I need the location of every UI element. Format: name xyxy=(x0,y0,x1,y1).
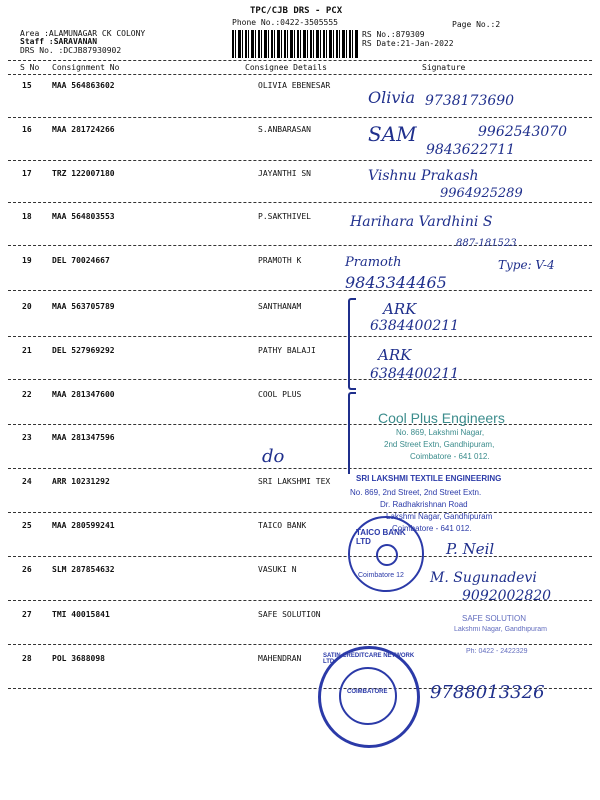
signature-olivia: Olivia xyxy=(368,88,416,107)
area-label: Area :ALAMUNAGAR CK COLONY xyxy=(20,29,146,38)
signature-harihara: Harihara Vardhini S xyxy=(350,214,493,230)
satin-seal-inner-ring xyxy=(339,667,397,725)
lakshmi-stamp-name: SRI LAKSHMI TEXTILE ENGINEERING xyxy=(356,474,502,483)
lakshmi-stamp-line: Coimbatore - 641 012. xyxy=(392,524,472,533)
handwritten-phone: 9964925289 xyxy=(440,186,523,201)
row-divider xyxy=(8,336,592,337)
signature-taico: P. Neil xyxy=(446,540,495,558)
row-consignment-no: POL 3688098 xyxy=(52,654,105,663)
phone-number: Phone No.:0422-3505555 xyxy=(232,18,338,27)
satin-seal-name: SATIN CREDITCARE NETWORK LTD. xyxy=(323,653,415,665)
row-consignment-no: MAA 281347600 xyxy=(52,390,115,399)
row-sno: 27 xyxy=(22,610,32,619)
column-consignment: Consignment No xyxy=(52,63,120,72)
coolplus-stamp-line: Coimbatore - 641 012. xyxy=(410,452,490,461)
handwritten-type: Type: V-4 xyxy=(498,258,555,272)
row-consignee: MAHENDRAN xyxy=(258,654,302,663)
handwritten-phone: 9092002820 xyxy=(462,588,552,604)
handwritten-bracket xyxy=(348,392,356,474)
coolplus-stamp-name: Cool Plus Engineers xyxy=(378,410,505,426)
safe-stamp-line: Lakshmi Nagar, Gandhipuram xyxy=(454,626,547,633)
staff-label: Staff :SARAVANAN xyxy=(20,37,98,46)
taico-seal-city: Coimbatore 12 xyxy=(358,572,404,579)
row-divider xyxy=(8,468,592,469)
row-consignee: JAYANTHI SN xyxy=(258,169,311,178)
handwritten-number: 887-181523 xyxy=(456,238,517,249)
handwritten-phone: 6384400211 xyxy=(370,318,460,334)
row-sno: 26 xyxy=(22,565,32,574)
handwritten-phone: 9962543070 xyxy=(478,124,568,140)
safe-stamp-line: Ph: 0422 - 2422329 xyxy=(466,648,528,655)
row-consignment-no: MAA 563705789 xyxy=(52,302,115,311)
row-consignment-no: SLM 287854632 xyxy=(52,565,115,574)
drs-number: DRS No. :DCJB87930902 xyxy=(20,46,122,55)
row-consignee: S.ANBARASAN xyxy=(258,125,311,134)
row-consignment-no: MAA 280599241 xyxy=(52,521,115,530)
row-consignment-no: MAA 564803553 xyxy=(52,212,115,221)
handwritten-phone: 9843622711 xyxy=(426,142,516,158)
row-sno: 20 xyxy=(22,302,32,311)
row-consignment-no: DEL 70024667 xyxy=(52,256,110,265)
row-sno: 23 xyxy=(22,433,32,442)
row-consignee: OLIVIA EBENESAR xyxy=(258,81,331,90)
column-divider xyxy=(8,74,592,75)
handwritten-phone: 6384400211 xyxy=(370,366,460,382)
page-number: Page No.:2 xyxy=(452,20,501,29)
row-sno: 19 xyxy=(22,256,32,265)
taico-seal-name: TAICO BANK LTD xyxy=(356,528,406,546)
column-sno: S No xyxy=(20,63,40,72)
lakshmi-stamp-line: Dr. Radhakrishnan Road xyxy=(380,500,468,509)
lakshmi-stamp-line: No. 869, 2nd Street, 2nd Street Extn. xyxy=(350,488,482,497)
row-consignee: SRI LAKSHMI TEX xyxy=(258,477,331,486)
row-divider xyxy=(8,556,592,557)
column-consignee: Consignee Details xyxy=(245,63,327,72)
taico-bank-seal xyxy=(348,516,424,592)
row-sno: 22 xyxy=(22,390,32,399)
row-divider xyxy=(8,512,592,513)
row-consignee: TAICO BANK xyxy=(258,521,307,530)
row-consignee: PATHY BALAJI xyxy=(258,346,316,355)
signature-ark: ARK xyxy=(383,300,417,318)
signature-pramoth: Pramoth xyxy=(345,255,402,270)
row-divider xyxy=(8,160,592,161)
row-divider xyxy=(8,644,592,645)
row-divider xyxy=(8,117,592,118)
row-sno: 17 xyxy=(22,169,32,178)
row-sno: 16 xyxy=(22,125,32,134)
table-row xyxy=(0,433,600,473)
handwritten-phone: 9788013326 xyxy=(430,682,545,703)
row-divider xyxy=(8,379,592,380)
row-consignee: SAFE SOLUTION xyxy=(258,610,321,619)
coolplus-stamp-line: 2nd Street Extn, Gandhipuram, xyxy=(384,440,495,449)
row-sno: 28 xyxy=(22,654,32,663)
row-sno: 18 xyxy=(22,212,32,221)
signature-ark: ARK xyxy=(378,346,412,364)
handwritten-bracket xyxy=(348,298,356,390)
handwritten-phone: 9738173690 xyxy=(425,93,515,109)
header-divider xyxy=(8,60,592,61)
row-consignment-no: ARR 10231292 xyxy=(52,477,110,486)
row-sno: 15 xyxy=(22,81,32,90)
signature-sam: SAM xyxy=(368,122,417,146)
satin-creditcare-seal xyxy=(318,646,420,748)
column-signature: Signature xyxy=(422,63,466,72)
row-sno: 21 xyxy=(22,346,32,355)
lakshmi-stamp-line: Lakshmi Nagar, Gandhipuram xyxy=(386,512,493,521)
barcode xyxy=(232,30,358,58)
coolplus-stamp-line: No. 869, Lakshmi Nagar, xyxy=(396,428,485,437)
rs-date: RS Date:21-Jan-2022 xyxy=(362,39,454,48)
row-sno: 24 xyxy=(22,477,32,486)
row-divider xyxy=(8,202,592,203)
handwritten-phone: 9843344465 xyxy=(345,273,447,292)
row-consignment-no: DEL 527969292 xyxy=(52,346,115,355)
satin-seal-city: COIMBATORE xyxy=(347,689,388,695)
sheet-title: TPC/CJB DRS - PCX xyxy=(250,6,343,16)
row-divider xyxy=(8,290,592,291)
row-sno: 25 xyxy=(22,521,32,530)
signature-vishnu: Vishnu Prakash xyxy=(368,168,479,184)
row-consignee: P.SAKTHIVEL xyxy=(258,212,311,221)
row-consignment-no: TRZ 122007180 xyxy=(52,169,115,178)
row-consignment-no: TMI 40015841 xyxy=(52,610,110,619)
row-consignment-no: MAA 281724266 xyxy=(52,125,115,134)
rs-number: RS No.:879309 xyxy=(362,30,425,39)
signature-sugunadevi: M. Sugunadevi xyxy=(430,570,537,586)
row-consignment-no: MAA 564863602 xyxy=(52,81,115,90)
row-consignee: COOL PLUS xyxy=(258,390,302,399)
row-consignee: PRAMOTH K xyxy=(258,256,302,265)
row-consignee: SANTHANAM xyxy=(258,302,302,311)
taico-seal-emblem xyxy=(376,544,398,566)
row-consignee: VASUKI N xyxy=(258,565,297,574)
table-row xyxy=(0,477,600,517)
row-consignment-no: MAA 281347596 xyxy=(52,433,115,442)
handwritten-ditto: do xyxy=(262,446,285,467)
safe-stamp-name: SAFE SOLUTION xyxy=(462,614,527,623)
table-row xyxy=(0,521,600,561)
table-row xyxy=(0,346,600,386)
